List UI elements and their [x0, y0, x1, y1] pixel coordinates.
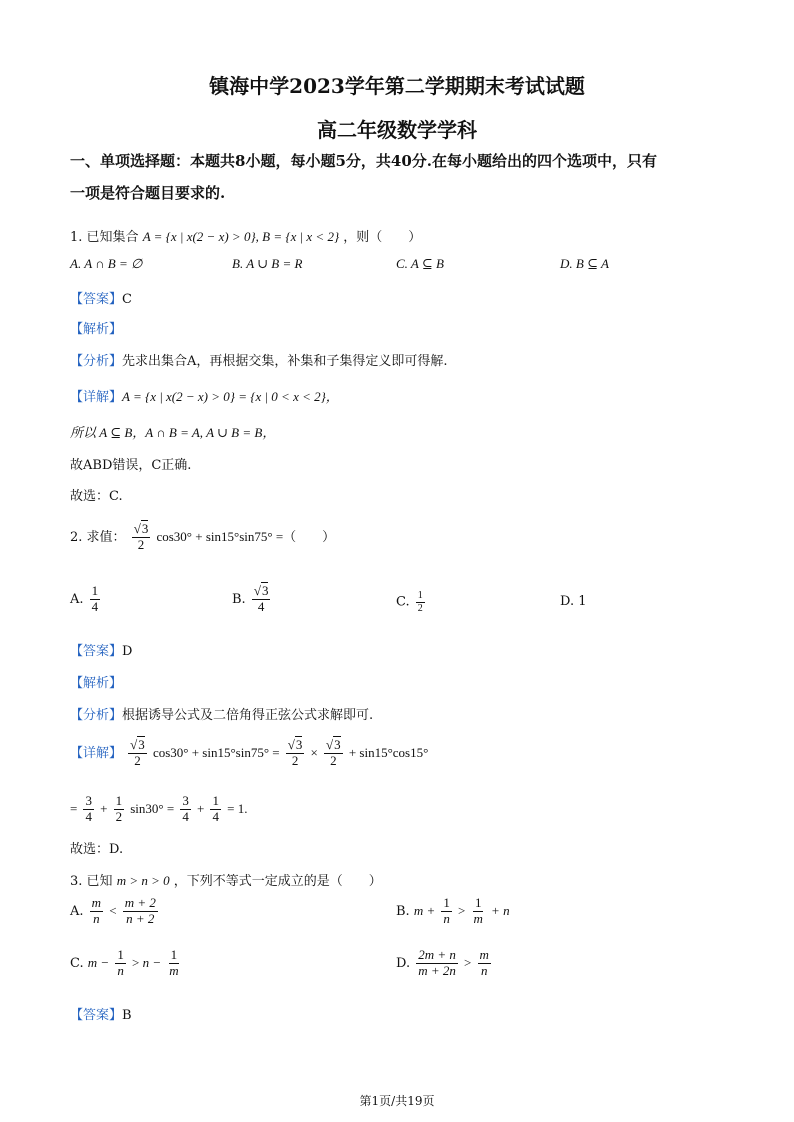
q2-prompt: [70, 522, 335, 553]
q2-fenxi: [70, 704, 373, 723]
q3-prompt-prefix: 3. 已知: [70, 874, 113, 889]
q3-answer-value: B: [122, 1008, 132, 1023]
q2-option-c: [396, 590, 427, 614]
q3-option-d: [396, 948, 493, 979]
q3-option-c: [70, 948, 183, 979]
q2-line2-result: = 1.: [227, 800, 248, 816]
exam-subtitle: 高二年级数学学科: [317, 118, 477, 142]
fraction-1-4: $\frac{1}{4}$: [91, 583, 99, 614]
q3-prompt: [70, 870, 382, 889]
q2-line2-sin: sin30° =: [130, 800, 175, 816]
q3-option-a-label: A.: [70, 903, 84, 919]
exam-title: 镇海中学2023学年第二学期期末考试试题: [209, 74, 585, 98]
q1-fenxi-text: 先求出集合A，再根据交集，补集和子集得定义即可得解.: [122, 354, 448, 369]
section-heading-line2: 一项是符合题目要求的.: [70, 184, 226, 202]
answer-tag: 【答案】: [70, 644, 123, 659]
greater-than-sign: >: [458, 902, 466, 918]
fraction-1-2: $\frac{1}{2}$: [417, 590, 423, 614]
fraction-m2-n2: $\frac{m + 2}{n + 2}$: [124, 895, 156, 926]
fraction-1-m: $\frac{1}{m}$: [169, 947, 179, 978]
equals-sign: =: [70, 800, 78, 816]
plus-n: + n: [491, 902, 510, 918]
q1-detail-line3: 故ABD错误，C正确.: [70, 458, 192, 473]
fenxi-tag: 【分析】: [70, 354, 123, 369]
q1-option-c: C. A ⊆ B: [396, 256, 444, 271]
fraction-3-4: $\frac{3}{4}$: [182, 793, 189, 824]
var-m: m −: [87, 954, 110, 970]
q2-prompt-prefix: 2. 求值：: [70, 529, 126, 545]
fenxi-tag: 【分析】: [70, 708, 123, 723]
q1-prompt: [70, 226, 421, 245]
q2-expr-tail: cos30° + sin15°sin75° =（ ）: [156, 528, 336, 544]
plus-sign: +: [100, 800, 108, 816]
q3-condition: m > n > 0: [116, 873, 170, 888]
q1-option-b: B. A ∪ B = R: [232, 256, 303, 271]
answer-tag: 【答案】: [70, 292, 123, 307]
fraction-sqrt3-2: $\frac{√3}{2}$: [287, 737, 303, 768]
q1-detail-line4: 故选：C.: [70, 489, 123, 504]
q3-option-b: [396, 896, 510, 927]
q3-option-c-label: C.: [70, 955, 84, 971]
q2-option-d: D. 1: [560, 594, 587, 609]
q1-set-expr: A = {x | x(2 − x) > 0}, B = {x | x < 2}: [142, 229, 340, 244]
fraction-1-m: $\frac{1}{m}$: [473, 895, 483, 926]
page-number-footer: 第1页/共19页: [359, 1094, 435, 1108]
q1-analysis-tag: 【解析】: [70, 322, 123, 337]
gt-n-minus: > n −: [131, 954, 162, 970]
detail-tag: 【详解】: [70, 745, 123, 761]
plus-sign: +: [196, 800, 205, 816]
q2-detail-tail: + sin15°cos15°: [348, 744, 429, 760]
q3-prompt-suffix: ，下列不等式一定成立的是（ ）: [173, 874, 382, 889]
q2-option-a: [70, 584, 102, 615]
q2-answer: [70, 640, 132, 659]
answer-tag: 【答案】: [70, 1008, 123, 1023]
fraction-1-2: $\frac{1}{2}$: [115, 793, 123, 824]
q3-option-a: [70, 896, 160, 927]
q2-option-a-label: A.: [70, 591, 84, 607]
greater-than-sign: >: [464, 954, 472, 970]
q1-answer: [70, 288, 132, 307]
detail-tag: 【详解】: [70, 390, 123, 405]
q3-answer: [70, 1004, 132, 1023]
q2-detail-mid: cos30° + sin15°sin75° =: [152, 744, 280, 760]
fraction-3-4: $\frac{3}{4}$: [85, 793, 92, 824]
var-m: m +: [413, 902, 436, 918]
fraction-sqrt3-4: $\frac{√3}{4}$: [253, 583, 269, 614]
q2-fenxi-text: 根据诱导公式及二倍角得正弦公式求解即可.: [122, 708, 374, 723]
q2-conclusion: 故选：D.: [70, 842, 124, 857]
q2-analysis-tag: 【解析】: [70, 676, 123, 691]
fraction-sqrt3-2: $\frac{√3}{2}$: [130, 737, 145, 768]
q2-answer-value: D: [122, 644, 133, 659]
q1-answer-value: C: [122, 292, 132, 307]
fraction-m-n: $\frac{m}{n}$: [479, 947, 489, 978]
fraction-1-n: $\frac{1}{n}$: [117, 947, 124, 978]
less-than-sign: <: [109, 902, 117, 918]
q3-option-d-label: D.: [396, 955, 411, 971]
q1-prompt-prefix: 1. 已知集合: [70, 230, 139, 245]
q1-detail-line2: 所以 A ⊆ B，A ∩ B = A, A ∪ B = B，: [70, 425, 276, 440]
times-sign: ×: [310, 744, 318, 760]
q1-option-d: D. B ⊆ A: [560, 256, 609, 271]
q3-option-b-label: B.: [396, 903, 410, 919]
q1-option-a: A. A ∩ B = ∅: [70, 256, 143, 271]
section-heading-line1: 一、单项选择题：本题共8小题，每小题5分，共40分.在每小题给出的四个选项中，只有: [70, 152, 657, 170]
q2-option-c-label: C.: [396, 594, 410, 610]
sqrt3-over-2-fraction: $\frac{√3}{2}$: [133, 521, 149, 552]
q1-prompt-suffix: ，则（ ）: [343, 230, 422, 245]
q2-option-b: [232, 584, 272, 615]
fraction-1-4: $\frac{1}{4}$: [212, 793, 219, 824]
fraction-sqrt3-2: $\frac{√3}{2}$: [326, 737, 341, 768]
fraction-2mn-m2n: $\frac{2m + n}{m + 2n}$: [418, 947, 456, 978]
q1-fenxi: [70, 350, 448, 369]
q2-detail-line2: [70, 794, 247, 825]
fraction-m-n: $\frac{m}{n}$: [91, 895, 102, 926]
q1-detail-line1: [70, 386, 339, 405]
fraction-1-n: $\frac{1}{n}$: [443, 895, 450, 926]
q2-detail-line1: [70, 738, 428, 769]
q1-detail-expr: A = {x | x(2 − x) > 0} = {x | 0 < x < 2}，: [122, 389, 339, 404]
q2-option-b-label: B.: [232, 591, 246, 607]
